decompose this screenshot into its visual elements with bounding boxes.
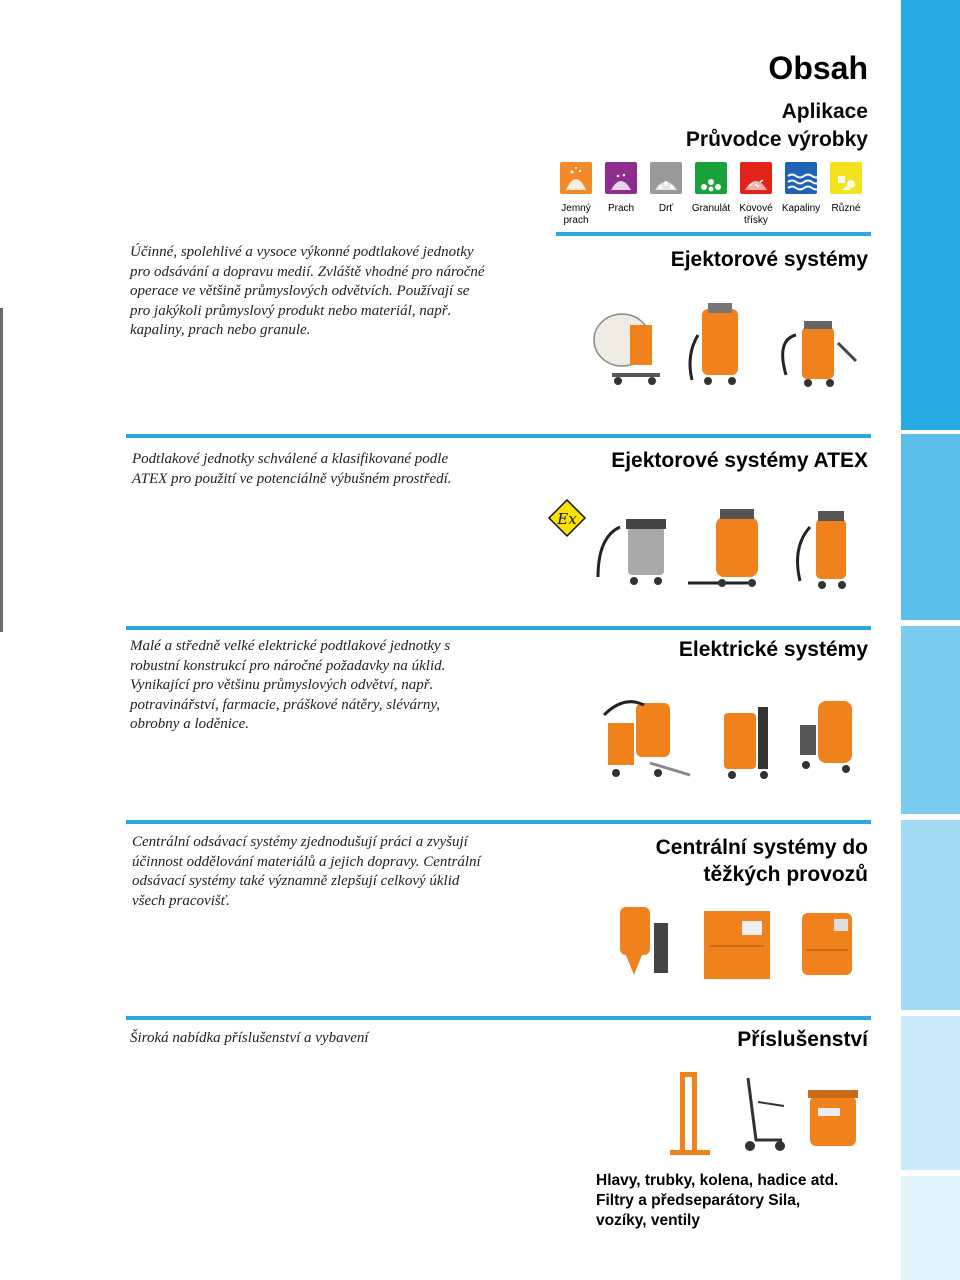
page-title: Obsah — [768, 50, 868, 86]
ejector-unit-2 — [690, 303, 738, 385]
section-title-central-systems[interactable] — [628, 834, 868, 888]
accessories-products-image — [662, 1068, 862, 1160]
accessory-trolley — [745, 1078, 785, 1151]
accessories-footnote — [596, 1171, 838, 1231]
left-edge-bar — [0, 308, 3, 632]
accessory-stand — [670, 1072, 710, 1155]
divider-rule — [126, 820, 871, 824]
divider-rule — [556, 232, 871, 236]
misc-icon — [830, 162, 862, 194]
section-description-ejector: Účinné, spolehlivé a vysoce výkonné podtlakové jednotky pro odsávání a dopravu medií. Zvláště vhodné pro náročné operace ve většině průmyslových odvětvích. Používají se pro jakýkoli průmyslový produkt nebo materiál, např. kapaliny, prach nebo granule. — [130, 244, 485, 338]
category-label: Kovové třísky — [739, 203, 773, 226]
page-subtitle-product-guide: Průvodce výrobky — [685, 128, 868, 151]
footnote-line: vozíky, ventily — [596, 1212, 700, 1229]
footnote-line: Filtry a předseparátory Sila, — [596, 1192, 801, 1209]
category-label: Granulát — [691, 203, 731, 214]
central-products-image — [612, 905, 862, 983]
section-tab-strip — [901, 0, 960, 1280]
atex-ex-badge-icon — [549, 500, 585, 536]
category-metal-chips — [736, 162, 776, 227]
ejector-products-image — [590, 295, 870, 390]
divider-rule — [126, 1016, 871, 1020]
atex-badge-text: Ex — [557, 510, 577, 528]
central-unit-3 — [802, 913, 852, 975]
section-title-accessories[interactable]: Příslušenství — [737, 1028, 868, 1051]
atex-unit-1 — [598, 519, 666, 585]
grit-icon — [650, 162, 682, 194]
ejector-unit-3 — [783, 321, 856, 387]
section-title-text: Centrální systémy do těžkých provozů — [655, 836, 868, 886]
section-tab-1[interactable] — [901, 0, 960, 430]
ejector-unit-1 — [594, 314, 660, 385]
central-unit-1 — [620, 907, 668, 975]
atex-unit-2 — [688, 509, 758, 587]
electric-unit-3 — [800, 701, 852, 773]
category-grit — [646, 162, 686, 215]
central-unit-2 — [704, 911, 770, 979]
accessory-separator — [808, 1090, 858, 1146]
dust-icon — [605, 162, 637, 194]
category-label: Jemný prach — [561, 203, 591, 226]
category-label: Drť — [658, 203, 674, 214]
section-description-ejector-atex: Podtlakové jednotky schválené a klasifikované podle ATEX pro použití ve potenciálně výbušném prostředí. — [132, 451, 452, 487]
divider-rule — [126, 434, 871, 438]
granulate-icon — [695, 162, 727, 194]
footnote-line: Hlavy, trubky, kolena, hadice atd. — [596, 1172, 839, 1189]
category-granulate — [691, 162, 731, 215]
section-tab-4[interactable] — [901, 820, 960, 1010]
section-title-electric[interactable]: Elektrické systémy — [678, 638, 868, 661]
fine-dust-icon — [560, 162, 592, 194]
category-misc — [826, 162, 866, 215]
section-tab-6[interactable] — [901, 1176, 960, 1280]
category-label: Různé — [831, 203, 861, 214]
category-label: Prach — [607, 203, 635, 214]
page-subtitle-applications: Aplikace — [781, 100, 868, 123]
category-label: Kapaliny — [781, 203, 821, 214]
atex-unit-3 — [798, 511, 846, 589]
category-dust — [601, 162, 641, 215]
category-liquids — [781, 162, 821, 215]
section-description-central-systems: Centrální odsávací systémy zjednodušují práci a zvyšují účinnost oddělování materiálů a jejich dopravy. Centrální odsávací systémy také významně zlepšují celkový úklid všech pracovišť. — [132, 834, 481, 909]
section-title-ejector[interactable]: Ejektorové systémy — [670, 248, 868, 271]
electric-products-image — [600, 693, 870, 783]
section-tab-3[interactable] — [901, 626, 960, 814]
electric-unit-2 — [724, 707, 768, 779]
liquids-icon — [785, 162, 817, 194]
electric-unit-1 — [604, 702, 690, 777]
category-fine-dust — [556, 162, 596, 227]
section-tab-5[interactable] — [901, 1016, 960, 1170]
material-category-legend — [556, 162, 870, 228]
metal-chips-icon — [740, 162, 772, 194]
section-tab-2[interactable] — [901, 434, 960, 620]
section-description-electric: Malé a středně velké elektrické podtlakové jednotky s robustní konstrukcí pro náročné požadavky na úklid. Vynikající pro většinu průmyslových odvětví, např. potravinářství, farmacie, práškové nátěry, slévárny, obrobny a loděnice. — [130, 638, 451, 732]
atex-products-image — [548, 497, 870, 592]
section-title-ejector-atex[interactable]: Ejektorové systémy ATEX — [611, 449, 868, 472]
section-description-accessories: Široká nabídka příslušenství a vybavení — [130, 1030, 369, 1046]
divider-rule — [126, 626, 871, 630]
